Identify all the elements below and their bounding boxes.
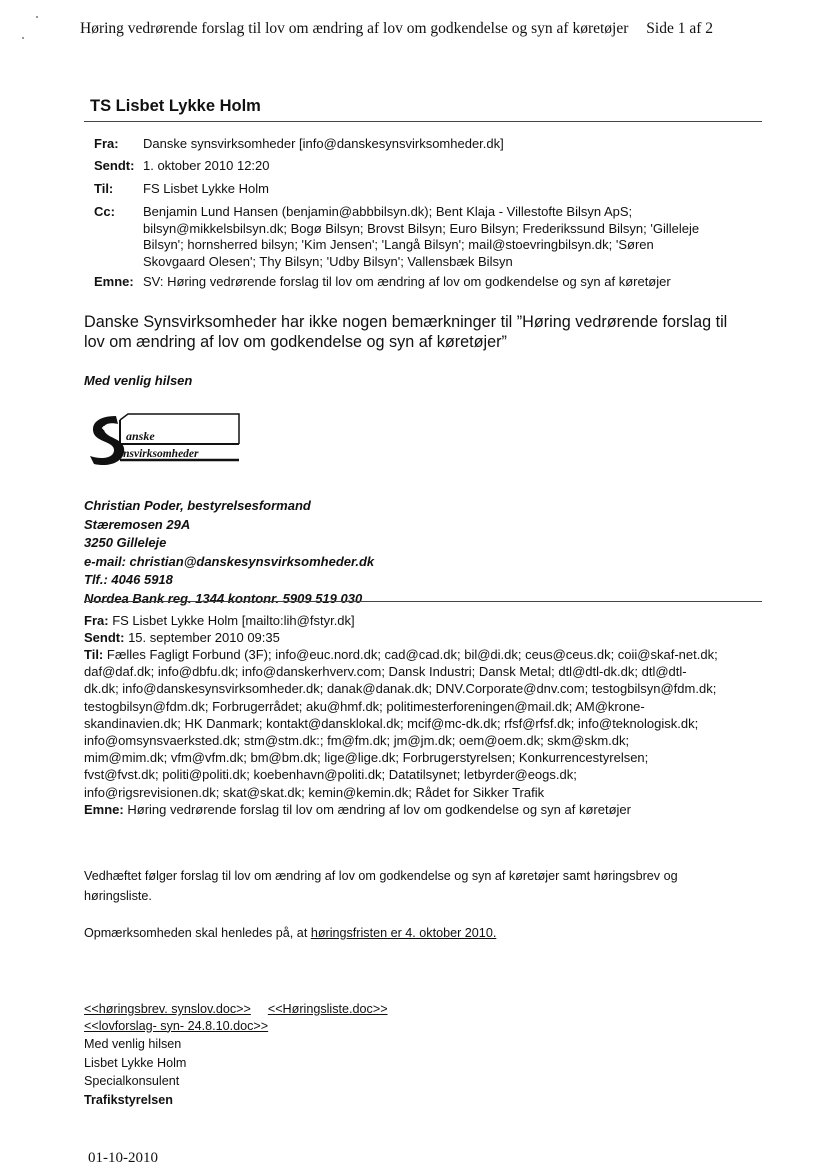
print-header <box>80 20 780 38</box>
fwd-to-line: skandinavien.dk; HK Danmark; kontakt@dansklokal.dk; mcif@mc-dk.dk; rfsf@rfsf.dk; info@teknologisk.dk; <box>84 715 699 731</box>
attachments <box>84 1001 388 1034</box>
header-divider <box>84 121 762 122</box>
cc-line: Bilsyn'; hornsherred bilsyn; 'Kim Jensen'; 'Langå Bilsyn'; mail@stoevringbilsyn.dk; 'Søren <box>143 237 654 252</box>
fwd-body <box>84 867 678 906</box>
fwd-to-line <box>84 646 764 663</box>
fwd-body-line: Vedhæftet følger forslag til lov om ændring af lov om godkendelse og syn af køretøjer samt høringsbrev og <box>84 869 678 883</box>
fwd-to-line: daf@daf.dk; info@dbfu.dk; info@danskerhverv.com; Dansk Industri; Dansk Metal; dtl@dtl-dk.dk; dtl@dtl- <box>84 664 687 680</box>
print-date: 01-10-2010 <box>88 1150 158 1166</box>
logo-text-line2: ynsvirksomheder <box>118 448 199 460</box>
fwd-sent-row <box>84 629 280 646</box>
deadline-notice-prefix: Opmærksomheden skal henledes på, at <box>84 926 311 940</box>
attachment-link[interactable]: <<høringsbrev. synslov.doc>> <box>84 1002 251 1016</box>
fwd-sent-label: Sendt: <box>84 630 125 645</box>
closing-greeting: Med venlig hilsen <box>84 1037 182 1051</box>
scan-speck <box>22 37 24 39</box>
signature-line: Stæremosen 29A <box>84 516 191 532</box>
fwd-to-line: testogbilsyn@fdm.dk; Forbrugerrådet; aku@hmf.dk; politimesterforeningen@mail.dk; AM@krone- <box>84 698 645 714</box>
sender-name: TS Lisbet Lykke Holm <box>90 97 261 115</box>
signature-line: Christian Poder, bestyrelsesformand <box>84 498 311 513</box>
closing-org: Trafikstyrelsen <box>84 1092 173 1107</box>
fwd-to-line: fvst@fvst.dk; politi@politi.dk; koebenhavn@politi.dk; Datatilsynet; letbyrder@eogs.dk; <box>84 767 577 783</box>
fwd-to-line: mim@mim.dk; vfm@vfm.dk; bm@bm.dk; lige@lige.dk; Forbrugerstyrelsen; Konkurrencestyrelsen; <box>84 750 649 766</box>
greeting: Med venlig hilsen <box>84 373 193 388</box>
cc-line: bilsyn@mikkelsbilsyn.dk; Bogø Bilsyn; Brovst Bilsyn; Euro Bilsyn; Frederikssund Bilsyn; 'Gilleleje <box>143 220 700 236</box>
fwd-to-first: Fælles Fagligt Forbund (3F); info@euc.nord.dk; cad@cad.dk; bil@di.dk; ceus@ceus.dk; coii@skaf-net.dk; <box>106 647 718 662</box>
signature-block <box>84 497 374 609</box>
page-number: Side 1 af 2 <box>646 20 714 37</box>
scan-speck <box>36 16 38 18</box>
fwd-subject-row <box>84 801 764 818</box>
reply-line: lov om ændring af lov om godkendelse og syn af køretøjer” <box>84 333 507 351</box>
fwd-from-label: Fra: <box>84 613 109 628</box>
closing-title: Specialkonsulent <box>84 1074 180 1089</box>
fwd-sent-value: 15. september 2010 09:35 <box>128 630 280 645</box>
fwd-to-line: info@rigsrevisionen.dk; skat@skat.dk; kemin@kemin.dk; Rådet for Sikker Trafik <box>84 784 545 800</box>
closing-name: Lisbet Lykke Holm <box>84 1055 187 1070</box>
attachment-link[interactable]: <<lovforslag- syn- 24.8.10.doc>> <box>84 1018 269 1033</box>
fwd-to-line: dk.dk; info@danskesynsvirksomheder.dk; danak@danak.dk; DNV.Corporate@dnv.com; testogbilsyn@fdm.dk; <box>84 681 717 697</box>
fwd-from-value: FS Lisbet Lykke Holm [mailto:lih@fstyr.dk] <box>112 613 355 628</box>
attachment-link[interactable]: <<Høringsliste.doc>> <box>267 1002 388 1016</box>
sent-label: Sendt: <box>94 158 135 173</box>
signature-line: Nordea Bank reg. 1344 kontonr. 5909 519 030 <box>84 590 363 606</box>
to-value: FS Lisbet Lykke Holm <box>143 181 269 196</box>
fwd-from-row <box>84 612 355 629</box>
deadline-link[interactable]: høringsfristen er 4. oktober 2010. <box>310 926 497 940</box>
fwd-subject-value: Høring vedrørende forslag til lov om ændring af lov om godkendelse og syn af køretøjer <box>127 801 631 817</box>
print-header-title: Høring vedrørende forslag til lov om ændring af lov om godkendelse og syn af køretøjer <box>80 20 629 37</box>
signature-line: e-mail: christian@danskesynsvirksomheder.dk <box>84 553 375 569</box>
cc-line: Skovgaard Olesen'; Thy Bilsyn; 'Udby Bilsyn'; Vallensbæk Bilsyn <box>143 253 513 269</box>
fwd-to-block <box>84 646 764 818</box>
from-label: Fra: <box>94 136 119 151</box>
cc-line: Benjamin Lund Hansen (benjamin@abbbilsyn.dk); Bent Klaja - Villestofte Bilsyn ApS; <box>143 204 633 219</box>
logo-text-line1: anske <box>126 429 155 443</box>
subject-value: SV: Høring vedrørende forslag til lov om ændring af lov om godkendelse og syn af køretøjer <box>143 274 671 289</box>
deadline-notice <box>84 924 496 944</box>
reply-text <box>84 312 774 352</box>
fwd-subject-label: Emne: <box>84 801 124 817</box>
sent-value: 1. oktober 2010 12:20 <box>143 158 270 173</box>
to-label: Til: <box>94 181 114 196</box>
closing-block <box>84 1035 186 1109</box>
fwd-body-line: høringsliste. <box>84 888 152 903</box>
reply-line: Danske Synsvirksomheder har ikke nogen bemærkninger til ”Høring vedrørende forslag til <box>84 313 728 331</box>
subject-label: Emne: <box>94 274 134 289</box>
signature-line: 3250 Gilleleje <box>84 535 167 551</box>
danske-synsvirksomheder-logo <box>84 410 244 472</box>
fwd-to-line: info@omsynsvaerksted.dk; stm@stm.dk:; fm@fm.dk; jm@jm.dk; oem@oem.dk; skm@skm.dk; <box>84 733 630 749</box>
signature-line: Tlf.: 4046 5918 <box>84 572 173 588</box>
forward-divider <box>84 601 762 602</box>
from-value: Danske synsvirksomheder [info@danskesynsvirksomheder.dk] <box>143 136 504 151</box>
cc-label: Cc: <box>94 204 115 219</box>
cc-value <box>143 204 783 270</box>
fwd-to-label: Til: <box>84 647 104 662</box>
